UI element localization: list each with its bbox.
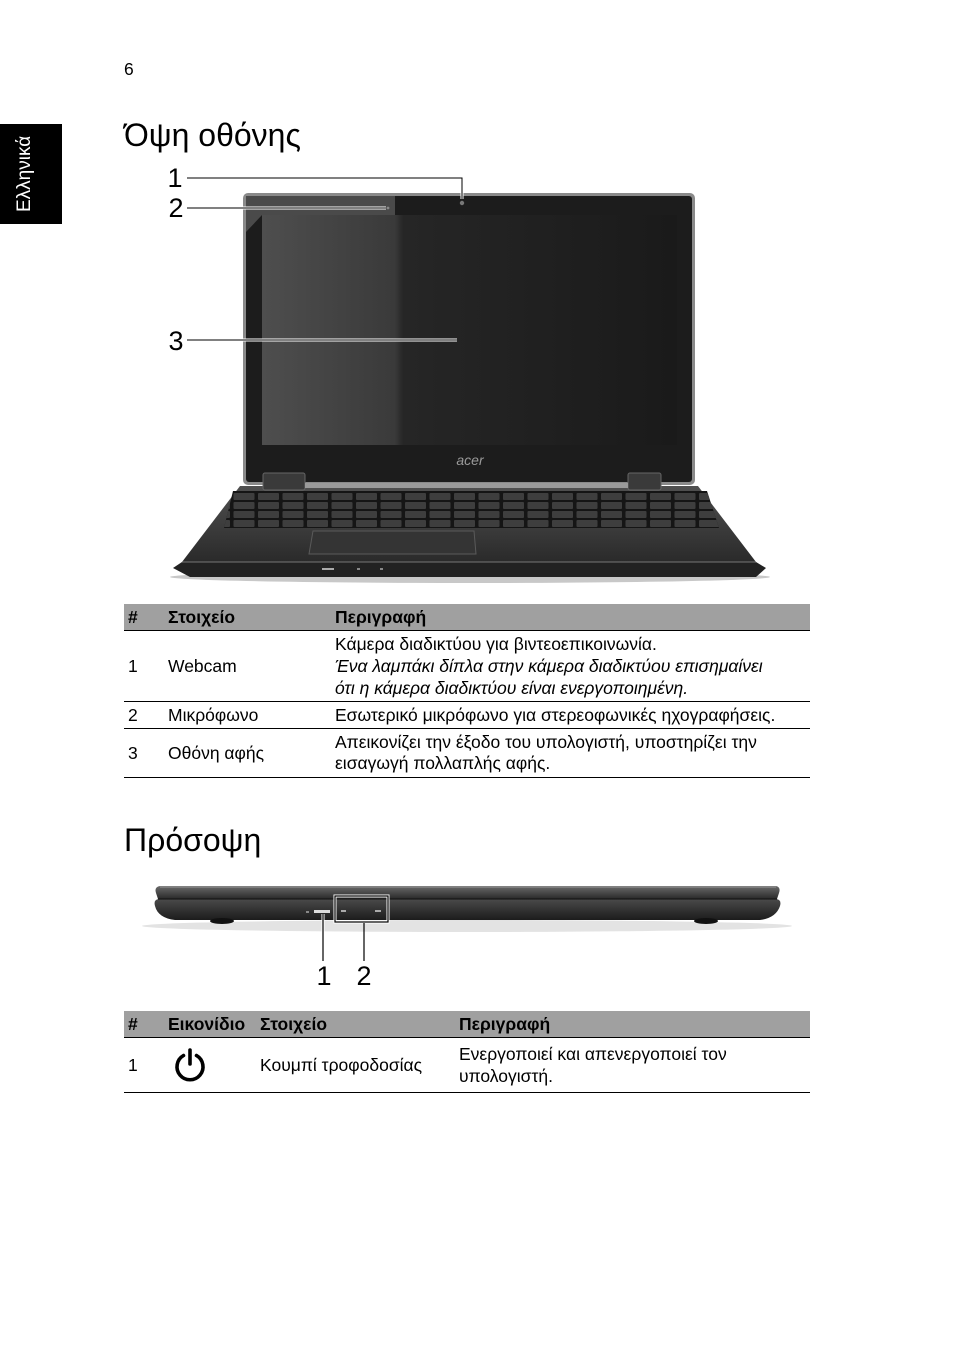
note-line: ότι η κάμερα διαδικτύου είναι ενεργοποιημένη. [335, 678, 689, 698]
language-tab [0, 124, 62, 224]
foot-right [694, 918, 718, 924]
front-lid [156, 886, 780, 899]
microphone-hole [387, 207, 390, 210]
callout-number-1: 1 [167, 163, 183, 193]
callout-number-1: 1 [316, 961, 332, 991]
webcam-lens [460, 201, 464, 205]
description-line: υπολογιστή. [459, 1066, 553, 1086]
front-view-table [124, 1011, 810, 1093]
callout-number-2: 2 [356, 961, 372, 991]
callout-number-2: 2 [168, 193, 184, 223]
table-header-row [124, 604, 810, 631]
row-icon [164, 1038, 256, 1093]
front-indicator [322, 568, 334, 570]
laptop-front-lip [173, 562, 766, 577]
row-number: 1 [124, 631, 164, 702]
front-base [155, 899, 781, 920]
row-item: Webcam [164, 631, 331, 702]
description-line: εισαγωγή πολλαπλής αφής. [335, 753, 551, 773]
touchpad [309, 531, 476, 554]
table-row [124, 729, 810, 778]
note-line: Ένα λαμπάκι δίπλα στην κάμερα διαδικτύου επισημαίνει [335, 656, 763, 676]
description-line: Εσωτερικό μικρόφωνο για στερεοφωνικές ηχογραφήσεις. [335, 705, 776, 725]
row-item: Οθόνη αφής [164, 729, 331, 778]
hinge-right [628, 473, 661, 490]
row-description [331, 702, 810, 729]
header-icon: Εικονίδιο [164, 1011, 256, 1038]
screen-view-table [124, 604, 810, 778]
table-row [124, 1038, 810, 1093]
header-number: # [124, 1011, 164, 1038]
row-number: 2 [124, 702, 164, 729]
display [262, 215, 677, 445]
table-header-row [124, 1011, 810, 1038]
header-description: Περιγραφή [331, 604, 810, 631]
row-number: 3 [124, 729, 164, 778]
laptop-front-view-illustration [135, 875, 800, 995]
power-button-slot [314, 910, 330, 913]
page-number: 6 [124, 59, 134, 79]
power-icon [172, 1047, 208, 1083]
acer-logo: acer [456, 452, 484, 468]
header-description: Περιγραφή [455, 1011, 810, 1038]
screen-view-title: Όψη οθόνης [124, 117, 301, 153]
row-description [455, 1038, 810, 1093]
header-item: Στοιχείο [164, 604, 331, 631]
front-view-title: Πρόσοψη [124, 822, 262, 858]
callout-number-3: 3 [168, 326, 184, 356]
row-item: Μικρόφωνο [164, 702, 331, 729]
language-tab-label: Ελληνικά [14, 135, 35, 213]
row-description [331, 631, 810, 702]
laptop-screen-view-illustration [140, 160, 780, 590]
status-light [341, 910, 346, 912]
row-description [331, 729, 810, 778]
header-number: # [124, 604, 164, 631]
header-item: Στοιχείο [256, 1011, 455, 1038]
table-row [124, 702, 810, 729]
description-line: Κάμερα διαδικτύου για βιντεοεπικοινωνία. [335, 634, 657, 654]
description-line: Ενεργοποιεί και απενεργοποιεί τον [459, 1044, 727, 1064]
row-item: Κουμπί τροφοδοσίας [256, 1038, 455, 1093]
description-line: Απεικονίζει την έξοδο του υπολογιστή, υποστηρίζει την [335, 732, 757, 752]
hinge-left [263, 473, 305, 490]
row-number: 1 [124, 1038, 164, 1093]
status-light [375, 910, 381, 912]
foot-left [210, 918, 234, 924]
table-row [124, 631, 810, 702]
